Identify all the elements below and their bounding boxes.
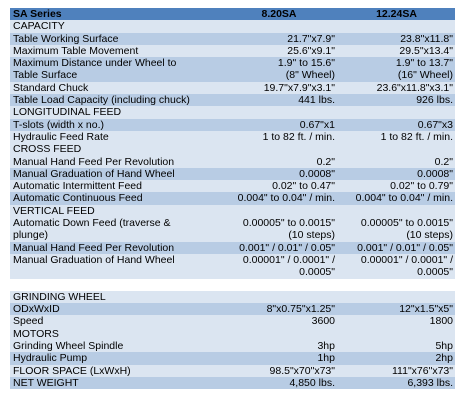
table-row xyxy=(10,254,455,279)
section-title: LONGITUDINAL FEED xyxy=(10,106,455,118)
model-b-value-cell xyxy=(337,94,455,106)
model-b-value-cell xyxy=(337,180,455,192)
model-b-value: 0.02" to 0.79" xyxy=(390,180,453,193)
section-header-row xyxy=(10,106,455,118)
spec-label: Automatic Continuous Feed xyxy=(13,192,143,205)
model-b-value: 1800 xyxy=(429,315,453,328)
spec-label-cell xyxy=(10,303,220,315)
section-title: GRINDING WHEEL xyxy=(10,291,455,303)
model-b-value: 5hp xyxy=(435,340,453,353)
model-a-value-cell xyxy=(220,242,337,254)
model-a-value: 4,850 lbs. xyxy=(289,376,335,389)
model-b-value-cell xyxy=(337,168,455,180)
model-b-value: 0.0008" xyxy=(417,167,453,180)
model-b-value-cell xyxy=(337,57,455,82)
spec-label: Speed xyxy=(13,315,44,328)
spec-label-cell xyxy=(10,119,220,131)
spec-label-cell xyxy=(10,45,220,57)
model-b-value-cell xyxy=(337,156,455,168)
spec-table xyxy=(10,8,455,389)
spec-label-cell xyxy=(10,254,220,279)
model-a-value: 0.001" / 0.01" / 0.05" xyxy=(239,241,335,254)
model-b-value-cell xyxy=(337,279,455,291)
spec-label-cell xyxy=(10,242,220,254)
model-a-value-cell xyxy=(220,156,337,168)
model-a-value: 25.6"x9.1" xyxy=(287,44,335,57)
section-header-row xyxy=(10,291,455,303)
model-a-value: 98.5"x70"x73" xyxy=(269,364,335,377)
model-b-value: 0.004" to 0.04" / min. xyxy=(355,192,453,205)
spec-label-cell xyxy=(10,352,220,364)
table-row xyxy=(10,82,455,94)
spec-label-cell xyxy=(10,94,220,106)
model-a-value-cell xyxy=(220,352,337,364)
model-b-value-cell xyxy=(337,352,455,364)
spec-label: T-slots (width x no.) xyxy=(13,118,105,131)
table-row xyxy=(10,303,455,315)
spec-label: Table Surface xyxy=(13,69,78,82)
table-row xyxy=(10,94,455,106)
model-b-value: 0.00001" / 0.0001" / xyxy=(360,253,453,266)
model-b-header: 12.24SA xyxy=(337,8,455,20)
model-b-value: 6,393 lbs. xyxy=(407,376,453,389)
spec-label xyxy=(13,266,218,278)
model-a-value: 0.2" xyxy=(316,155,335,168)
model-a-value: 21.7"x7.9" xyxy=(287,32,335,45)
model-b-value xyxy=(340,279,453,291)
table-row xyxy=(10,242,455,254)
model-b-value: 1.9" to 13.7" xyxy=(395,57,453,70)
model-a-value: 3hp xyxy=(317,340,335,353)
table-row xyxy=(10,45,455,57)
model-a-value: 3600 xyxy=(311,315,335,328)
table-row xyxy=(10,131,455,143)
model-b-value: 0.67"x3 xyxy=(417,118,453,131)
model-a-value: 0.004" to 0.04" / min. xyxy=(237,192,335,205)
model-b-value-cell xyxy=(337,254,455,279)
table-row xyxy=(10,156,455,168)
spec-label: Manual Hand Feed Per Revolution xyxy=(13,241,175,254)
spec-label-cell xyxy=(10,33,220,45)
table-row xyxy=(10,352,455,364)
table-row xyxy=(10,377,455,389)
spec-label-cell xyxy=(10,57,220,82)
spec-label: Table Working Surface xyxy=(13,32,119,45)
model-a-value-cell xyxy=(220,315,337,327)
model-b-value-cell xyxy=(337,340,455,352)
model-b-value-cell xyxy=(337,365,455,377)
spec-label: Maximum Distance under Wheel to xyxy=(13,57,177,70)
spec-label: Automatic Intermittent Feed xyxy=(13,180,142,193)
spec-label: Grinding Wheel Spindle xyxy=(13,340,124,353)
spec-label: Hydraulic Feed Rate xyxy=(13,130,109,143)
model-a-value-cell xyxy=(220,168,337,180)
table-row xyxy=(10,365,455,377)
spec-label: Manual Graduation of Hand Wheel xyxy=(13,253,175,266)
model-b-value: (16" Wheel) xyxy=(397,69,453,82)
model-b-value-cell xyxy=(337,217,455,242)
spec-label: plunge) xyxy=(13,229,49,242)
model-a-value: 0.02" to 0.47" xyxy=(272,180,335,193)
model-a-value-cell xyxy=(220,45,337,57)
spec-label: Manual Graduation of Hand Wheel xyxy=(13,167,175,180)
model-b-value: 23.8"x11.8" xyxy=(400,32,453,45)
model-b-value-cell xyxy=(337,82,455,94)
section-header-row xyxy=(10,205,455,217)
model-b-value-cell xyxy=(337,303,455,315)
model-a-value-cell xyxy=(220,119,337,131)
spec-label xyxy=(13,279,218,291)
model-b-value-cell xyxy=(337,33,455,45)
model-a-value-cell xyxy=(220,94,337,106)
series-header: SA Series xyxy=(10,8,220,20)
model-b-value-cell xyxy=(337,131,455,143)
section-header-row xyxy=(10,328,455,340)
model-b-value: 2hp xyxy=(435,352,453,365)
model-a-value: 19.7"x7.9"x3.1" xyxy=(263,81,335,94)
spec-label-cell xyxy=(10,192,220,204)
spec-label-cell xyxy=(10,82,220,94)
model-a-value: (10 steps) xyxy=(288,229,335,242)
model-b-value-cell xyxy=(337,45,455,57)
table-row xyxy=(10,192,455,204)
model-b-value-cell xyxy=(337,242,455,254)
model-b-value: 23.6"x11.8"x3.1" xyxy=(376,81,453,94)
model-a-value-cell xyxy=(220,377,337,389)
model-a-value: (8" Wheel) xyxy=(285,69,335,82)
spec-label: NET WEIGHT xyxy=(13,376,79,389)
model-a-value: 441 lbs. xyxy=(298,94,335,107)
model-b-value: 0.0005" xyxy=(417,266,453,279)
table-row xyxy=(10,33,455,45)
spec-label-cell xyxy=(10,315,220,327)
model-a-value: 0.0005" xyxy=(299,266,335,279)
model-b-value-cell xyxy=(337,315,455,327)
section-title: VERTICAL FEED xyxy=(10,205,455,217)
model-b-value-cell xyxy=(337,119,455,131)
model-b-value-cell xyxy=(337,192,455,204)
model-b-value: 29.5"x13.4" xyxy=(399,44,453,57)
spec-label-cell xyxy=(10,156,220,168)
spec-label-cell xyxy=(10,180,220,192)
table-row xyxy=(10,180,455,192)
model-a-value: 8"x0.75"x1.25" xyxy=(266,303,335,316)
spec-label-cell xyxy=(10,279,220,291)
model-a-value-cell xyxy=(220,365,337,377)
model-b-value: 1 to 82 ft. / min. xyxy=(380,130,453,143)
model-b-value: (10 steps) xyxy=(406,229,453,242)
model-a-value-cell xyxy=(220,131,337,143)
model-a-value: 1hp xyxy=(317,352,335,365)
model-b-value: 111"x76"x73" xyxy=(391,364,453,377)
model-a-value-cell xyxy=(220,57,337,82)
model-b-value: 0.2" xyxy=(434,155,453,168)
spec-label: Standard Chuck xyxy=(13,81,89,94)
spec-label: Maximum Table Movement xyxy=(13,44,139,57)
spec-label: Table Load Capacity (including chuck) xyxy=(13,94,190,107)
section-title: CROSS FEED xyxy=(10,143,455,155)
model-a-value-cell xyxy=(220,180,337,192)
section-header-row xyxy=(10,20,455,32)
model-a-value-cell xyxy=(220,254,337,279)
model-a-value: 0.00005" to 0.0015" xyxy=(242,217,335,230)
spec-label: ODxWxID xyxy=(13,303,60,316)
table-row xyxy=(10,217,455,242)
table-row xyxy=(10,119,455,131)
model-a-value: 1 to 82 ft. / min. xyxy=(262,130,335,143)
model-b-value: 926 lbs. xyxy=(416,94,453,107)
spec-label-cell xyxy=(10,217,220,242)
spec-label-cell xyxy=(10,168,220,180)
spec-label: FLOOR SPACE (LxWxH) xyxy=(13,364,131,377)
model-b-value: 12"x1.5"x5" xyxy=(399,303,453,316)
spec-label: Manual Hand Feed Per Revolution xyxy=(13,155,175,168)
spec-label-cell xyxy=(10,131,220,143)
model-a-value-cell xyxy=(220,217,337,242)
model-b-value: 0.001" / 0.01" / 0.05" xyxy=(357,241,453,254)
table-row xyxy=(10,315,455,327)
model-a-value: 1.9" to 15.6" xyxy=(277,57,335,70)
table-row xyxy=(10,168,455,180)
table-row xyxy=(10,340,455,352)
model-b-value-cell xyxy=(337,377,455,389)
model-a-value xyxy=(223,279,335,291)
table-header-row xyxy=(10,8,455,20)
model-b-value: 0.00005" to 0.0015" xyxy=(360,217,453,230)
model-a-value-cell xyxy=(220,82,337,94)
section-header-row xyxy=(10,143,455,155)
spec-label: Hydraulic Pump xyxy=(13,352,88,365)
section-title: CAPACITY xyxy=(10,20,455,32)
spec-table-container xyxy=(10,8,455,389)
model-a-value: 0.0008" xyxy=(299,167,335,180)
table-row xyxy=(10,57,455,82)
model-a-value-cell xyxy=(220,303,337,315)
spec-label-cell xyxy=(10,377,220,389)
model-a-header: 8.20SA xyxy=(220,8,337,20)
spec-label-cell xyxy=(10,340,220,352)
model-a-value: 0.67"x1 xyxy=(299,118,335,131)
model-a-value-cell xyxy=(220,33,337,45)
model-a-value: 0.00001" / 0.0001" / xyxy=(242,253,335,266)
section-title: MOTORS xyxy=(10,328,455,340)
model-a-value-cell xyxy=(220,192,337,204)
spec-label-cell xyxy=(10,365,220,377)
spec-label: Automatic Down Feed (traverse & xyxy=(13,217,171,230)
model-a-value-cell xyxy=(220,340,337,352)
table-row xyxy=(10,279,455,291)
model-a-value-cell xyxy=(220,279,337,291)
